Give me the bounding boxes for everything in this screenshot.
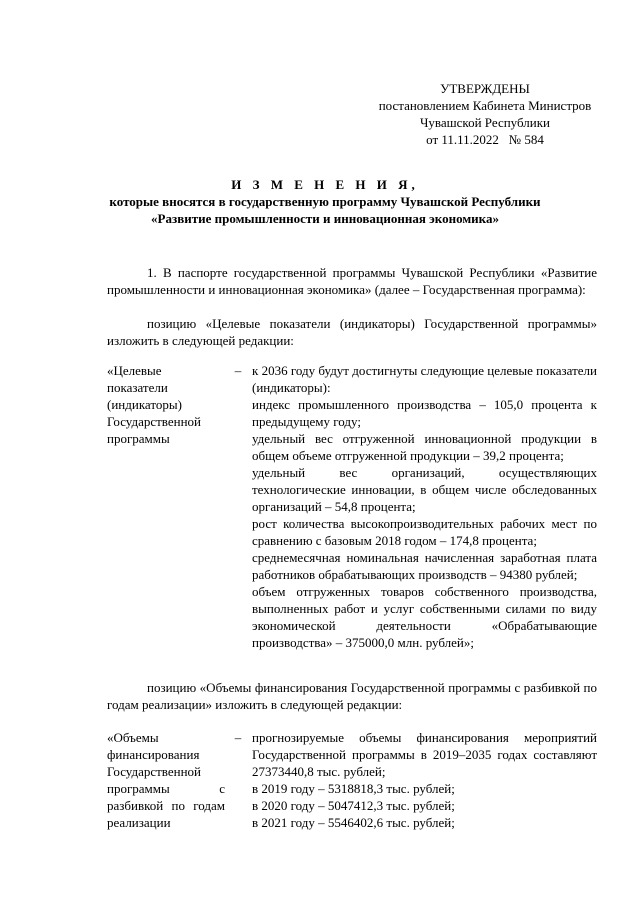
- document-heading: [60, 176, 590, 227]
- approval-title: УТВЕРЖДЕНЫ: [440, 81, 530, 96]
- paragraph-3: позицию «Объемы финансирования Государственной программы с разбивкой по годам реализации» изложить в следующей редакции:: [107, 680, 597, 712]
- paragraph-2: позицию «Целевые показатели (индикаторы) Государственной программы» изложить в следующей редакции:: [107, 316, 597, 348]
- list-item: рост количества высокопроизводительных рабочих мест по сравнению с базовым 2018 годом – 174,8 процента;: [252, 516, 597, 548]
- list-item: объем отгруженных товаров собственного производства, выполненных работ и услуг собственными силами по виду экономической деятельности «Обрабатывающие производства» – 375000,0 млн. рублей»;: [252, 584, 597, 650]
- approval-region: Чувашской Республики: [419, 115, 551, 130]
- list-item: среднемесячная номинальная начисленная заработная плата работников обрабатывающих производств – 94380 рублей;: [252, 550, 597, 582]
- list-item: удельный вес организаций, осуществляющих технологические инновации, в общем числе обследованных организаций – 54,8 процента;: [252, 465, 597, 514]
- table-row-dash: –: [234, 363, 242, 378]
- table-row-dash: –: [234, 730, 242, 745]
- table-row-label: «Объемы финансирования Государственной программы с разбивкой по годам реализации: [107, 730, 225, 830]
- heading-subtitle-1: которые вносятся в государственную программу Чувашской Республики: [109, 194, 541, 209]
- list-item: в 2020 году – 5047412,3 тыс. рублей;: [252, 798, 455, 813]
- list-item: индекс промышленного производства – 105,0 процента к предыдущему году;: [252, 397, 597, 429]
- list-item: прогнозируемые объемы финансирования мероприятий Государственной программы в 2019–2035 годах составляют 27373440,8 тыс. рублей;: [252, 730, 597, 779]
- table-row-content: [252, 362, 597, 651]
- table-row-label: «Целевые показатели (индикаторы) Государственной программы: [107, 363, 202, 446]
- approval-date-number: от 11.11.2022 № 584: [426, 132, 544, 147]
- list-item: к 2036 году будут достигнуты следующие целевые показатели (индикаторы):: [252, 363, 597, 395]
- list-item: в 2019 году – 5318818,3 тыс. рублей;: [252, 781, 455, 796]
- list-item: в 2021 году – 5546402,6 тыс. рублей;: [252, 815, 455, 830]
- approval-issuer: постановлением Кабинета Министров: [378, 98, 592, 113]
- heading-title: И З М Е Н Е Н И Я,: [231, 177, 419, 192]
- approval-stamp: [360, 80, 610, 148]
- paragraph-1: 1. В паспорте государственной программы Чувашской Республики «Развитие промышленности и инновационная экономика» (далее – Государственная программа):: [107, 265, 597, 297]
- list-item: удельный вес отгруженной инновационной продукции в общем объеме отгруженной продукции – 39,2 процента;: [252, 431, 597, 463]
- table-row-content: [252, 729, 597, 831]
- heading-subtitle-2: «Развитие промышленности и инновационная экономика»: [151, 211, 499, 226]
